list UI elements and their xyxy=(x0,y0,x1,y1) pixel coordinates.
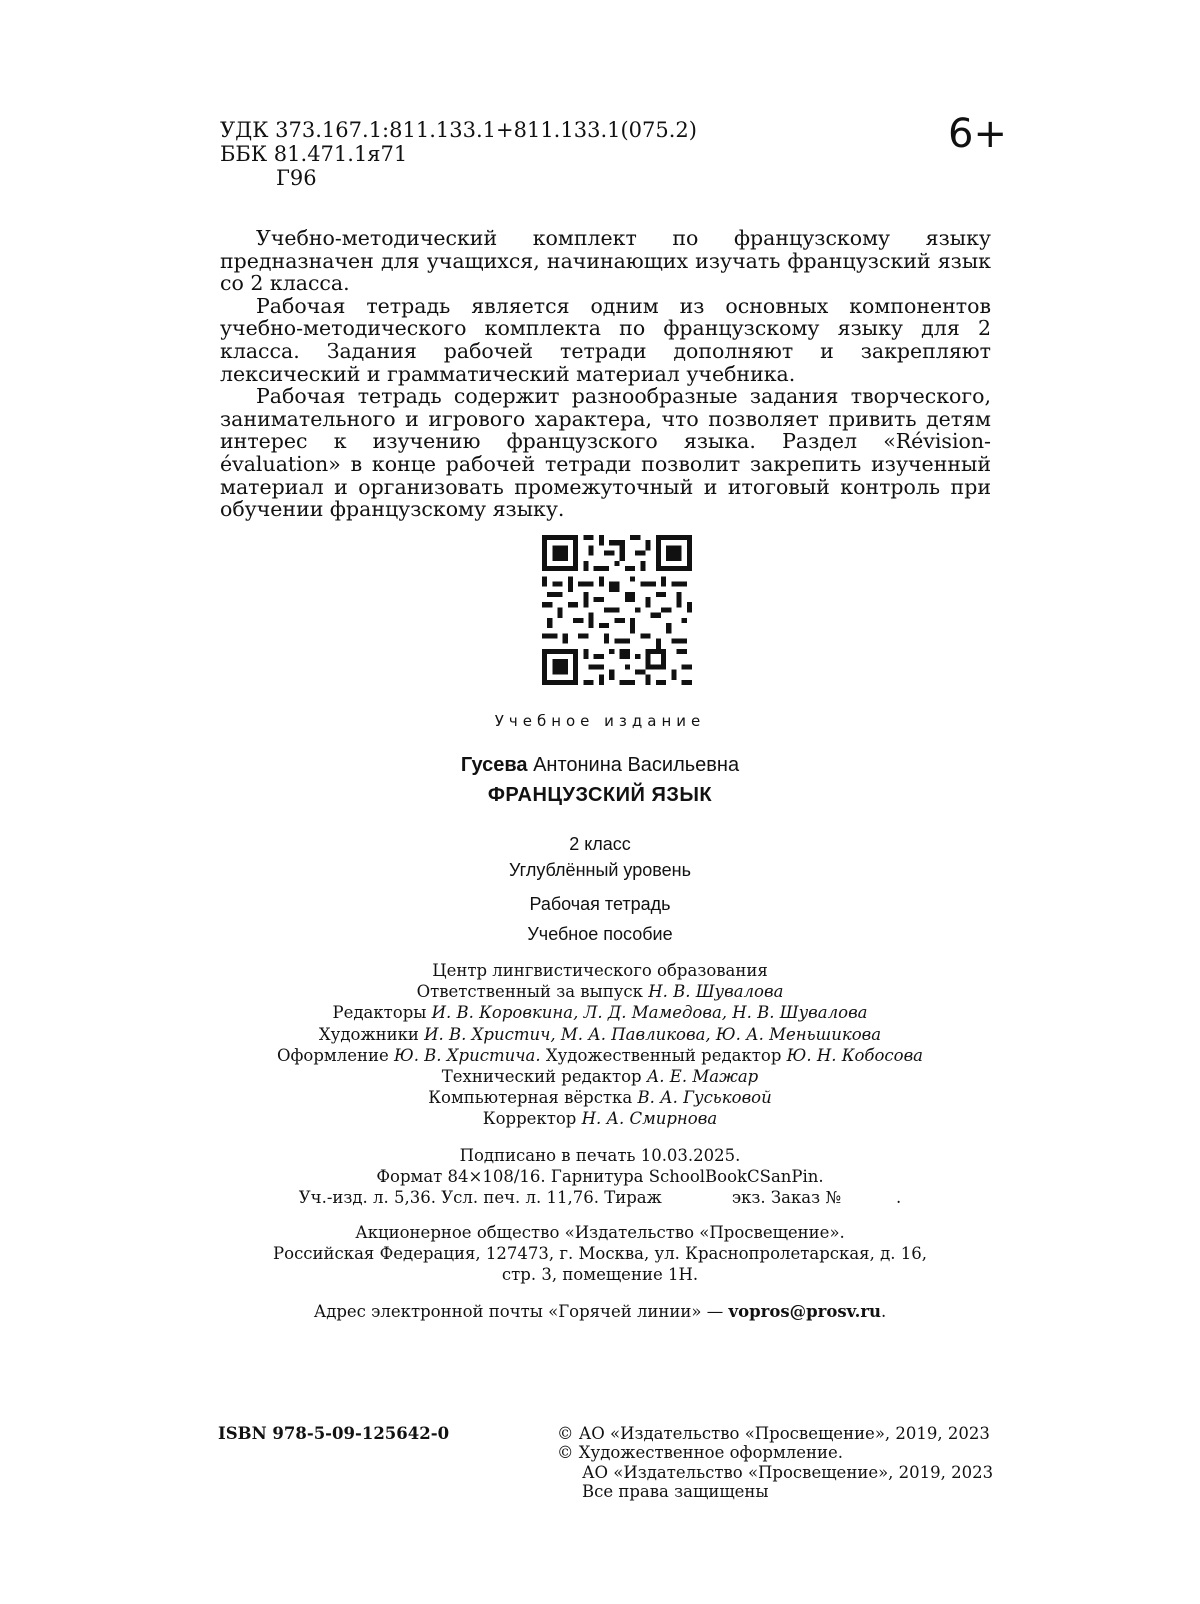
credits xyxy=(0,960,1200,1130)
grade: 2 класс xyxy=(569,834,631,854)
udk-code: УДК 373.167.1:811.133.1+811.133.1(075.2) xyxy=(220,118,697,142)
print-info xyxy=(0,1145,1200,1208)
isbn: ISBN 978-5-09-125642-0 xyxy=(218,1424,450,1443)
publisher-address-2: стр. 3, помещение 1Н. xyxy=(501,1265,699,1284)
credits-proofreader: Корректор Н. А. Смирнова xyxy=(482,1109,718,1129)
print-signed: Подписано в печать 10.03.2025. xyxy=(459,1146,741,1165)
book-type: Рабочая тетрадь xyxy=(529,894,671,914)
annotation xyxy=(220,227,991,521)
credits-responsible: Ответственный за выпуск Н. В. Шувалова xyxy=(416,982,784,1002)
copyright-line-3: АО «Издательство «Просвещение», 2019, 2023 xyxy=(582,1462,994,1482)
author-name: Антонина Васильевна xyxy=(533,754,740,776)
print-sheets: Уч.-изд. л. 5,36. Усл. печ. л. 11,76. Тираж экз. Заказ № . xyxy=(298,1188,902,1207)
level: Углублённый уровень xyxy=(509,860,691,880)
publisher-name: Акционерное общество «Издательство «Просвещение». xyxy=(355,1223,845,1242)
annotation-paragraph-3: Рабочая тетрадь содержит разнообразные задания творческого, занимательного и игрового характера, что позволяет привить детям интерес к изучению французского языка. Раздел «Révision-évaluation» в конце рабочей тетради позволит закрепить изученный материал и организовать промежуточный и итоговый контроль при обучении французскому языку. xyxy=(220,384,991,522)
credits-artists: Художники И. В. Христич, М. А. Павликова, Ю. А. Меньшикова xyxy=(318,1024,882,1044)
credits-layout: Компьютерная вёрстка В. А. Гуськовой xyxy=(428,1088,772,1108)
copyright-line-2: © Художественное оформление. xyxy=(557,1443,844,1463)
copyright-line-4: Все права защищены xyxy=(582,1482,769,1502)
age-rating: 6+ xyxy=(948,111,1007,157)
hotline: Адрес электронной почты «Горячей линии» — vopros@prosv.ru. xyxy=(313,1302,887,1321)
credits-center: Центр лингвистического образования xyxy=(432,961,768,980)
annotation-paragraph-1: Учебно-методический комплект по французскому языку предназначен для учащихся, начинающих изучать французский язык со 2 класса. xyxy=(220,226,991,296)
credits-design: Оформление Ю. В. Христича. Художественный редактор Ю. Н. Кобосова xyxy=(276,1045,924,1065)
hotline-email[interactable]: vopros@prosv.ru xyxy=(728,1302,882,1321)
author xyxy=(0,754,1200,777)
publisher xyxy=(0,1222,1200,1285)
annotation-paragraph-2: Рабочая тетрадь является одним из основных компонентов учебно-методического комплекта по французскому языку для 2 класса. Задания рабочей тетради дополняют и закрепляют лексический и грамматический материал учебника. xyxy=(220,293,991,386)
qr-code[interactable] xyxy=(542,535,692,685)
copyright xyxy=(557,1424,993,1502)
publisher-address-1: Российская Федерация, 127473, г. Москва, ул. Краснопролетарская, д. 16, xyxy=(273,1244,927,1263)
copyright-line-1: © АО «Издательство «Просвещение», 2019, 2023 xyxy=(557,1424,990,1443)
author-surname: Гусева xyxy=(460,754,528,776)
credits-tech-editor: Технический редактор А. Е. Мажар xyxy=(441,1067,759,1087)
classification-block xyxy=(220,118,697,190)
book-kind: Учебное пособие xyxy=(527,924,673,944)
book-title: ФРАНЦУЗСКИЙ ЯЗЫК xyxy=(487,784,713,806)
author-mark: Г96 xyxy=(276,166,317,190)
credits-editors: Редакторы И. В. Коровкина, Л. Д. Мамедова, Н. В. Шувалова xyxy=(332,1003,868,1023)
bbk-code: ББК 81.471.1я71 xyxy=(220,142,408,166)
print-format: Формат 84×108/16. Гарнитура SchoolBookCSanPin. xyxy=(376,1167,824,1186)
edition-type: Учебное издание xyxy=(494,712,706,730)
